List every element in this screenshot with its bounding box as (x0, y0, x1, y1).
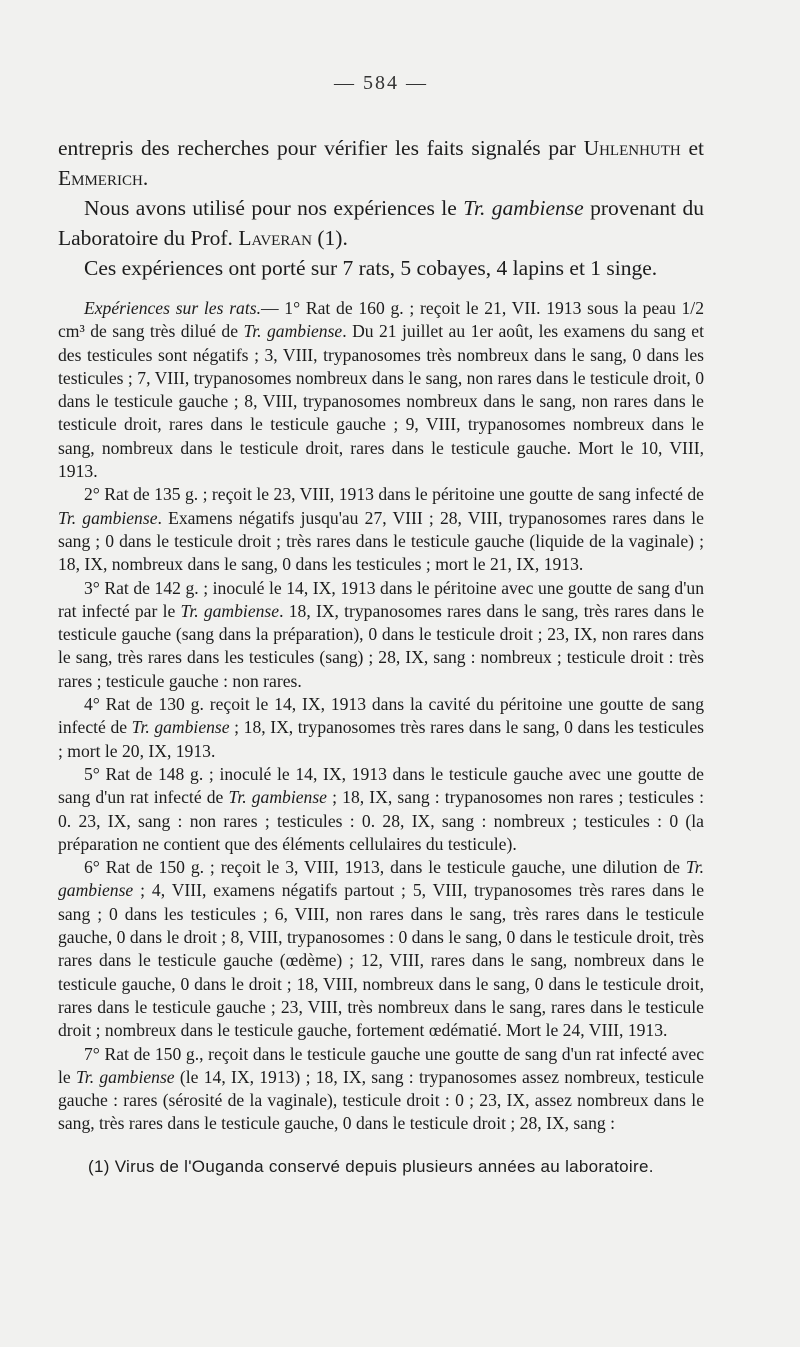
text-run: entrepris des recherches pour vérifier les faits signalés par (58, 136, 584, 160)
species-name: Tr. gambiense (131, 717, 230, 738)
page-number: — 584 — (334, 72, 428, 94)
text-run: . Examens négatifs jusqu'au 27, VIII ; 28, VIII, trypanosomes rares dans le sang ; 0 dans le testicule droit ; très rares dans le testicule gauche (liquide de la vaginale) ; 18, IX, nombreux dans le sang, 0 dans les testicules ; mort le 21, IX, 1913. (58, 507, 704, 575)
experiment-rat-4 (58, 693, 704, 763)
experiment-rat-6 (58, 856, 704, 1042)
text-run: . (142, 166, 149, 190)
footnote-reference: (1). (312, 226, 348, 250)
text-run: ; 4, VIII, examens négatifs partout ; 5, VIII, trypanosomes très rares dans le sang ; 0 dans les testicules ; 6, VIII, non rares dans le sang, très rares dans le testicule gauche, 0 dans le droit ; 8, VIII, trypanosomes : 0 dans le sang, 0 dans le testicule droit, très rares dans le testicule gauche (œdème) ; 12, VIII, rares dans le sang, nombreux dans le testicule gauche, 0 dans le droit ; 18, VIII, nombreux dans le sang, 0 dans le testicule droit, rares dans le testicule gauche ; 23, VIII, très nombreux dans le sang, rares dans le testicule droit ; nombreux dans le testicule gauche, fortement œdématié. Mort le 24, VIII, 1913. (58, 880, 704, 1041)
experiment-rat-5 (58, 763, 704, 856)
text-run: . Du 21 juillet au 1er août, les examens du sang et des testicules sont négatifs ; 3, VIII, trypanosomes très nombreux dans le sang, 0 dans les testicules ; 7, VIII, trypanosomes nombreux dans le sang, non rares dans le testicule droit, 0 dans le testicule gauche ; 8, VIII, trypanosomes nombreux dans le sang, non rares dans le testicule droit, rares dans le testicule gauche ; 9, VIII, trypanosomes nombreux dans le sang, nombreux dans le testicule droit, rares dans le testicule gauche. Mort le 10, VIII, 1913. (58, 321, 704, 482)
text-run: 4° Rat de 130 g. reçoit le 14, IX, 1913 dans la cavité du péritoine une goutte de sang infecté de (58, 694, 704, 738)
text-run: — 1° Rat de 160 g. ; reçoit le 21, VII. 1913 sous la peau 1/2 cm³ de sang très dilué de (58, 298, 704, 342)
text-run: ; 18, IX, sang : trypanosomes non rares ; testicules : 0. 23, IX, sang : non rares ; testicules : 0. 28, IX, sang : nombreux ; testicules : 0 (la préparation ne contient que des éléments cellulaires du testicule). (58, 787, 704, 854)
text-run: Nous avons utilisé pour nos expériences le (84, 196, 464, 220)
intro-section (58, 133, 704, 283)
author-name-uhlenhuth: Uhlenhuth (583, 136, 681, 160)
text-run: et (680, 136, 704, 160)
text-run: 6° Rat de 150 g. ; reçoit le 3, VIII, 1913, dans le testicule gauche, une dilution de (84, 857, 686, 878)
text-run: ; 18, IX, trypanosomes très rares dans le sang, 0 dans les testicules ; mort le 20, IX, 1913. (58, 717, 704, 761)
section-heading: Expériences sur les rats. (84, 298, 261, 318)
species-name: Tr. gambiense (58, 507, 158, 528)
footnote: (1) Virus de l'Ouganda conservé depuis plusieurs années au laboratoire. (88, 1156, 654, 1176)
species-name: Tr. gambiense (58, 857, 704, 901)
species-name: Tr. gambiense (228, 787, 327, 808)
experiment-rat-1 (58, 297, 704, 483)
species-name: Tr. gambiense (75, 1066, 175, 1087)
text-run: (le 14, IX, 1913) ; 18, IX, sang : trypanosomes assez nombreux, testicule gauche : rares (sérosité de la vaginale), testicule droit : 0 ; 23, IX, assez nombreux dans le sang, très rares dans le testicule gauche, 0 dans le testicule droit ; 28, IX, sang : (58, 1066, 704, 1134)
intro-paragraph-2 (58, 193, 704, 253)
intro-paragraph-1 (58, 133, 704, 193)
experiments-section (58, 297, 704, 1136)
author-name-emmerich: Emmerich (58, 166, 143, 190)
experiment-rat-2 (58, 483, 704, 576)
experiment-rat-3 (58, 577, 704, 693)
text-run: 3° Rat de 142 g. ; inoculé le 14, IX, 1913 dans le péritoine avec une goutte de sang d'un rat infecté par le (58, 577, 704, 621)
intro-paragraph-3: Ces expériences ont porté sur 7 rats, 5 cobayes, 4 lapins et 1 singe. (84, 256, 658, 280)
species-name: Tr. gambiense (243, 321, 343, 342)
text-run: 5° Rat de 148 g. ; inoculé le 14, IX, 1913 dans le testicule gauche avec une goutte de sang d'un rat infecté de (58, 763, 704, 808)
species-name: Tr. gambiense (180, 600, 280, 621)
text-run: 2° Rat de 135 g. ; reçoit le 23, VIII, 1913 dans le péritoine une goutte de sang infecté de (84, 484, 704, 505)
text-run: . 18, IX, trypanosomes rares dans le sang, très rares dans le testicule gauche (sang dans la préparation), 0 dans le testicule droit ; 23, IX, non rares dans le sang, très rares dans les testicules (sang) ; 28, IX, sang : nombreux ; testicule droit : très rares ; testicule gauche : non rares. (58, 600, 704, 691)
text-run: provenant du Laboratoire du Prof. (58, 196, 704, 250)
species-name: Tr. gambiense (463, 196, 584, 220)
text-run: 7° Rat de 150 g., reçoit dans le testicule gauche une goutte de sang d'un rat infecté avec le (58, 1043, 704, 1087)
author-name-laveran: Laveran (238, 226, 313, 250)
experiment-rat-7 (58, 1043, 704, 1136)
